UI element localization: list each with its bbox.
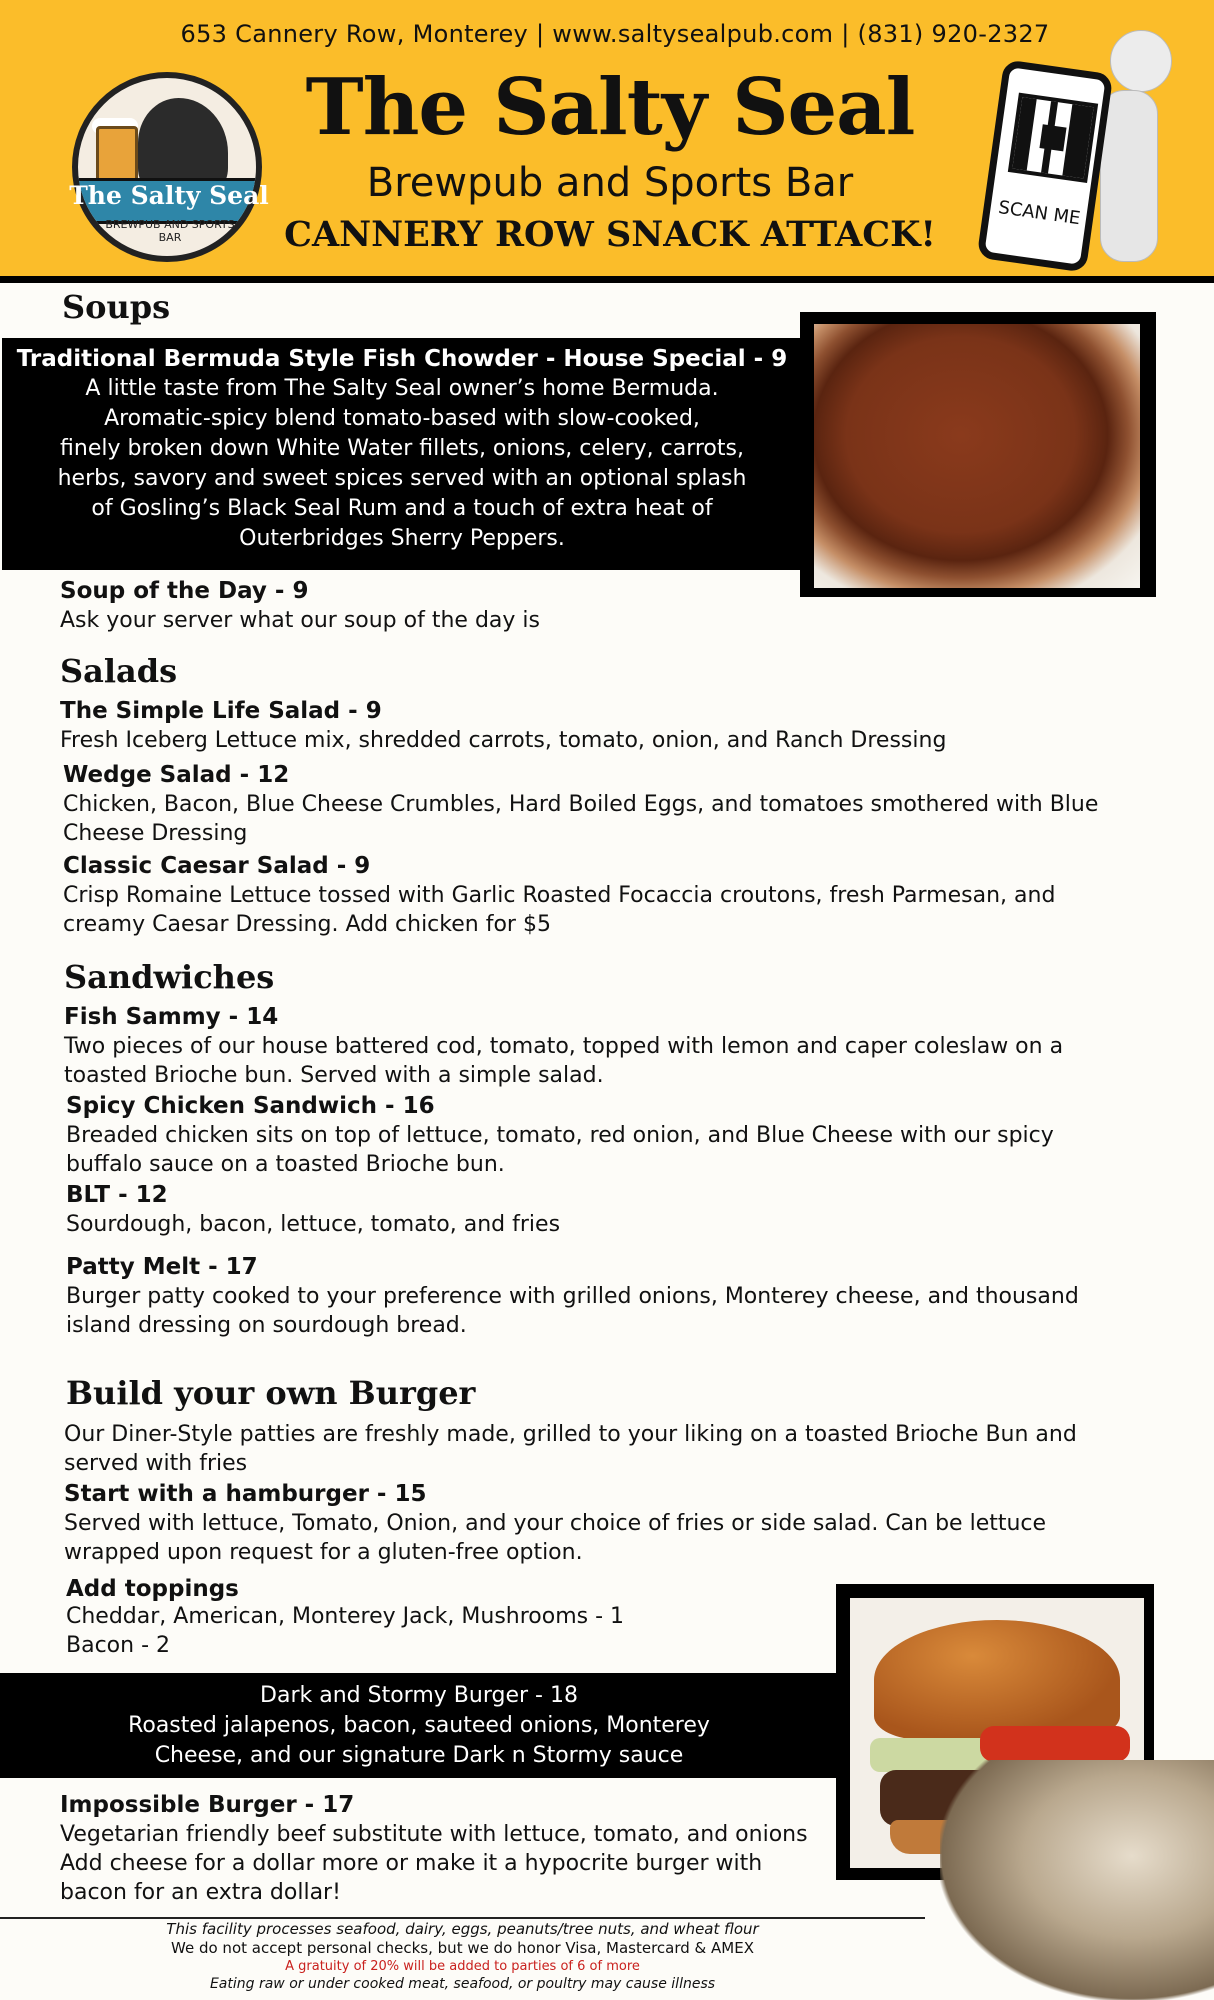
wedge-salad-desc: Chicken, Bacon, Blue Cheese Crumbles, Hard Boiled Eggs, and tomatoes smothered with Blue Cheese Dressing — [63, 792, 1099, 846]
caesar-salad-desc: Crisp Romaine Lettuce tossed with Garlic Roasted Focaccia croutons, fresh Parmesan, and creamy Caesar Dressing. Add chicken for $5 — [63, 883, 1056, 937]
burger-intro: Our Diner-Style patties are freshly made, grilled to your liking on a toasted Brioche Bun and served with fries — [64, 1422, 1077, 1476]
impossible-line-2: Add cheese for a dollar more or make it a hypocrite burger with — [60, 1851, 763, 1876]
logo-name: The Salty Seal — [69, 181, 269, 210]
chowder-line-3: finely broken down White Water fillets, onions, celery, carrots, — [60, 436, 744, 461]
caesar-salad-title: Classic Caesar Salad - 9 — [63, 853, 371, 879]
contact-line: 653 Cannery Row, Monterey | www.saltysealpub.com | (831) 920-2327 — [180, 20, 1050, 48]
hamburger-title: Start with a hamburger - 15 — [64, 1481, 427, 1507]
patty-melt-desc: Burger patty cooked to your preference with grilled onions, Monterey cheese, and thousand island dressing on sourdough bread. — [66, 1284, 1079, 1338]
toppings-line-2: Bacon - 2 — [66, 1633, 170, 1658]
payment-notice: We do not accept personal checks, but we do honor Visa, Mastercard & AMEX — [171, 1939, 754, 1957]
dark-stormy-line-1: Roasted jalapenos, bacon, sauteed onions, Monterey — [128, 1713, 710, 1738]
soup-of-day-desc: Ask your server what our soup of the day is — [60, 608, 540, 633]
chowder-line-5: of Gosling’s Black Seal Rum and a touch of extra heat of — [91, 496, 713, 521]
dark-stormy-title: Dark and Stormy Burger - 18 — [260, 1683, 578, 1708]
restaurant-title: The Salty Seal — [305, 62, 915, 153]
patty-melt-title: Patty Melt - 17 — [66, 1254, 258, 1280]
menu-tagline: CANNERY ROW SNACK ATTACK! — [284, 214, 936, 255]
gratuity-notice: A gratuity of 20% will be added to parties of 6 of more — [285, 1959, 640, 1974]
toppings-line-1: Cheddar, American, Monterey Jack, Mushrooms - 1 — [66, 1604, 625, 1629]
blt-desc: Sourdough, bacon, lettuce, tomato, and fries — [66, 1212, 561, 1237]
simple-life-salad-title: The Simple Life Salad - 9 — [60, 698, 382, 724]
chowder-line-1: A little taste from The Salty Seal owner’s home Bermuda. — [85, 376, 719, 401]
header-divider — [0, 276, 1214, 283]
impossible-line-1: Vegetarian friendly beef substitute with lettuce, tomato, and onions — [60, 1822, 808, 1847]
mascot-figure-body — [1100, 90, 1158, 262]
chowder-line-6: Outerbridges Sherry Peppers. — [239, 526, 565, 551]
fish-sammy-title: Fish Sammy - 14 — [64, 1004, 279, 1030]
hamburger-desc: Served with lettuce, Tomato, Onion, and your choice of fries or side salad. Can be lettuce wrapped upon request for a gluten-free option. — [64, 1511, 1047, 1565]
mascot-figure-head — [1110, 30, 1172, 92]
fish-sammy-desc: Two pieces of our house battered cod, tomato, topped with lemon and caper coleslaw on a toasted Brioche bun. Served with a simple salad. — [64, 1034, 1064, 1088]
impossible-burger-title: Impossible Burger - 17 — [60, 1792, 355, 1818]
chowder-line-2: Aromatic-spicy blend tomato-based with slow-cooked, — [104, 406, 700, 431]
footer-divider — [0, 1917, 925, 1919]
chowder-line-4: herbs, savory and sweet spices served with an optional splash — [57, 466, 747, 491]
chowder-title: Traditional Bermuda Style Fish Chowder - House Special - 9 — [16, 346, 788, 372]
chowder-photo-frame — [800, 312, 1156, 597]
otter-illustration — [940, 1760, 1214, 2000]
soups-heading: Soups — [62, 288, 171, 326]
dark-stormy-box — [0, 1673, 838, 1778]
logo-subtext: BREWPUB AND SPORTS BAR — [105, 218, 235, 244]
soup-of-day-title: Soup of the Day - 9 — [60, 578, 309, 604]
sandwiches-heading: Sandwiches — [64, 958, 275, 996]
salads-heading: Salads — [60, 652, 178, 690]
qr-code-icon[interactable] — [1008, 93, 1098, 183]
allergen-notice: This facility processes seafood, dairy, eggs, peanuts/tree nuts, and wheat flour — [166, 1920, 759, 1938]
spicy-chicken-desc: Breaded chicken sits on top of lettuce, tomato, red onion, and Blue Cheese with our spicy buffalo sauce on a toasted Brioche bun. — [66, 1123, 1054, 1177]
impossible-line-3: bacon for an extra dollar! — [60, 1880, 341, 1905]
scan-me-label: SCAN ME — [997, 197, 1082, 230]
chowder-photo — [814, 324, 1140, 588]
burgers-heading: Build your own Burger — [66, 1374, 476, 1412]
toppings-title: Add toppings — [66, 1576, 239, 1602]
chowder-special-box — [2, 338, 802, 570]
raw-food-warning: Eating raw or under cooked meat, seafood, or poultry may cause illness — [209, 1976, 716, 1992]
restaurant-subtitle: Brewpub and Sports Bar — [366, 160, 854, 206]
beer-mug-icon — [96, 126, 138, 184]
blt-title: BLT - 12 — [66, 1182, 168, 1208]
simple-life-salad-desc: Fresh Iceberg Lettuce mix, shredded carrots, tomato, onion, and Ranch Dressing — [60, 728, 947, 753]
spicy-chicken-title: Spicy Chicken Sandwich - 16 — [66, 1093, 435, 1119]
dark-stormy-line-2: Cheese, and our signature Dark n Stormy sauce — [154, 1743, 684, 1768]
wedge-salad-title: Wedge Salad - 12 — [63, 762, 290, 788]
